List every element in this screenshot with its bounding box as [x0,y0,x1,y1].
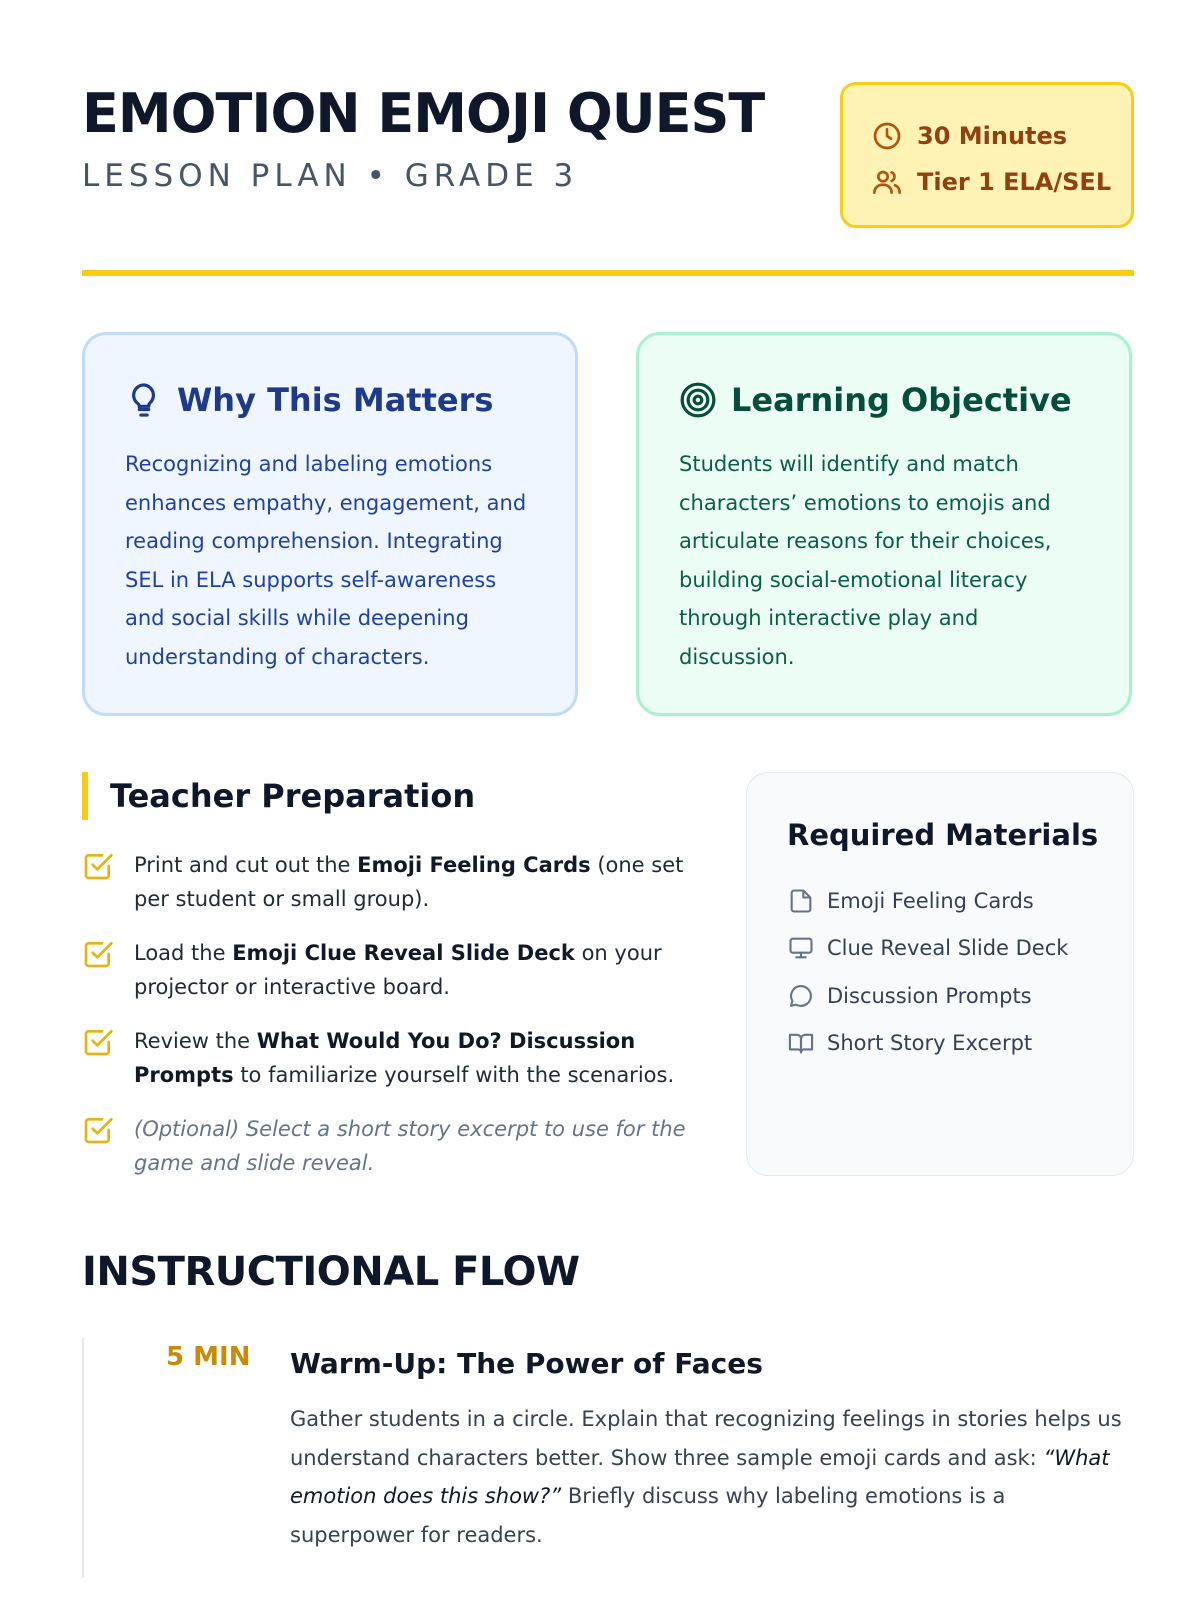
instructional-flow-title: INSTRUCTIONAL FLOW [82,1249,580,1295]
material-label: Clue Reveal Slide Deck [827,936,1069,961]
material-label: Discussion Prompts [827,983,1032,1008]
why-card-body: Recognizing and labeling emotions enhances empathy, engagement, and reading comprehension. Integrating SEL in ELA supports self-awareness and social skills while deepening understanding of characters. [125,452,527,669]
required-materials-title: Required Materials [787,818,1099,852]
checklist-item-text: Review the What Would You Do? Discussion Prompts to familiarize yourself with the scenarios. [134,1029,675,1087]
why-card [82,332,578,716]
checkbox-checked-icon [82,1114,114,1146]
material-item [787,925,1133,973]
teacher-preparation-section [82,772,702,1200]
lesson-header [82,82,1134,196]
checkbox-checked-icon [82,1026,114,1058]
instructional-timeline [82,1338,1134,1578]
material-item [787,877,1133,925]
book-open-icon [787,1029,815,1057]
material-label: Short Story Excerpt [827,1031,1033,1056]
lesson-title: EMOTION EMOJI QUEST [82,82,765,145]
lesson-info-badge [840,82,1134,228]
checkbox-checked-icon [82,850,114,882]
duration-text: 30 Minutes [917,122,1068,150]
duration-row [871,113,1131,159]
why-card-header [125,375,535,425]
objective-card [636,332,1132,716]
material-item [787,972,1133,1020]
lesson-subtitle: LESSON PLAN • GRADE 3 [82,158,579,194]
target-icon [679,381,717,419]
clock-icon [871,120,903,152]
tier-row [871,159,1131,205]
header-divider [82,270,1134,276]
objective-card-header [679,375,1089,425]
chat-bubble-icon [787,982,815,1010]
checklist-item-optional [82,1112,702,1180]
monitor-icon [787,934,815,962]
step-description: Gather students in a circle. Explain that recognizing feelings in stories helps us understand characters better. Show three sample emoji cards and ask: “What emotion does this show?” Briefly discuss why labeling emotions is a superpower for readers. [290,1407,1122,1547]
step-duration: 5 MIN [166,1342,251,1372]
material-label: Emoji Feeling Cards [827,888,1034,913]
checklist-item-text: Print and cut out the Emoji Feeling Cards (one set per student or small group). [134,853,684,911]
teacher-preparation-title: Teacher Preparation [82,772,702,820]
checklist-item-text: Load the Emoji Clue Reveal Slide Deck on your projector or interactive board. [134,941,662,999]
checklist-item [82,936,702,1004]
required-materials-panel [746,772,1134,1176]
step-title: Warm-Up: The Power of Faces [290,1347,763,1380]
file-icon [787,887,815,915]
tier-text: Tier 1 ELA/SEL [917,168,1112,196]
material-item [787,1020,1133,1068]
why-card-title: Why This Matters [177,381,494,419]
checklist-item [82,1024,702,1092]
preparation-checklist [82,848,702,1180]
checklist-item [82,848,702,916]
checkbox-checked-icon [82,938,114,970]
checklist-item-text: (Optional) Select a short story excerpt to use for the game and slide reveal. [134,1117,686,1175]
users-icon [871,166,903,198]
lightbulb-icon [125,381,163,419]
materials-list [787,877,1133,1067]
objective-card-body: Students will identify and match characters’ emotions to emojis and articulate reasons for their choices, building social-emotional literacy through interactive play and discussion. [679,452,1052,669]
objective-card-title: Learning Objective [731,381,1072,419]
